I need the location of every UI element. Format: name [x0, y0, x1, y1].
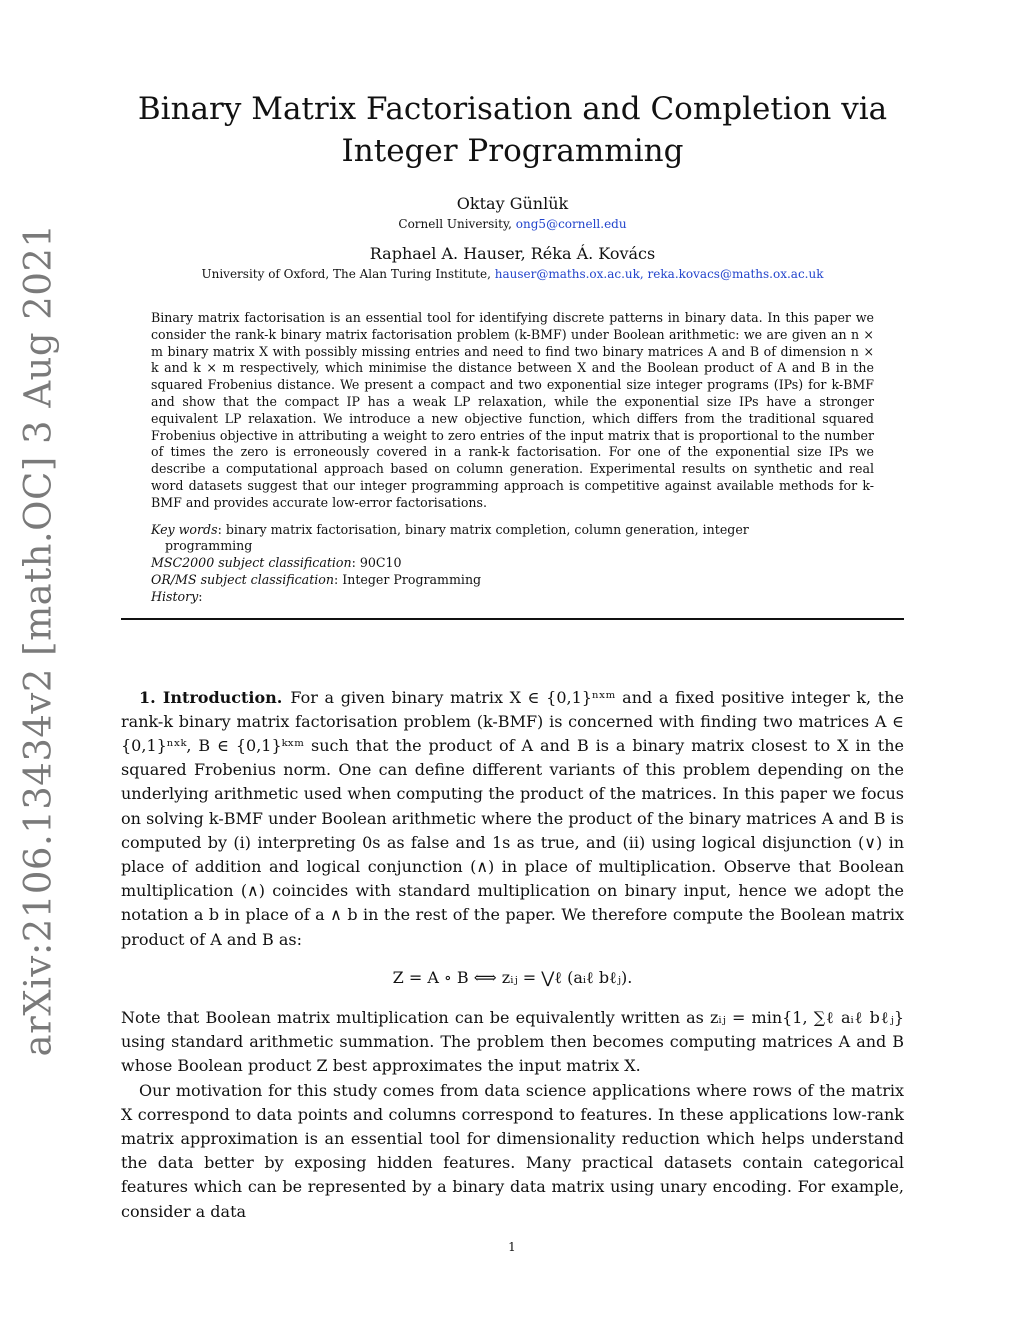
msc-line: MSC2000 subject classification: 90C10: [151, 555, 402, 571]
keywords-continuation: programming: [165, 538, 253, 554]
intro-paragraph: Our motivation for this study comes from data science applications where rows of the matrix X correspond to data points and columns correspond to features. In these applications low-rank matrix approximation is an essential tool for dimensionality reduction which helps understand the data better by exposing hidden features. Many practical datasets contain categorical features which can be represented by a binary data matrix using unary encoding. For example, consider a data: [121, 1080, 904, 1221]
orms-label: OR/MS subject classification: [151, 571, 334, 587]
orms-value: Integer Programming: [342, 571, 482, 587]
page-number: 1: [508, 1240, 516, 1254]
intro-paragraph: [121, 686, 904, 952]
abstract: Binary matrix factorisation is an essential tool for identifying discrete patterns in binary data. In this paper we consider the rank-k binary matrix factorisation problem (k-BMF) under Boolean arithmetic: we are given an n × m binary matrix X with possibly missing entries and need to find two binary matrices A and B of dimension n × k and k × m respectively, which minimise the distance between X and the Boolean product of A and B in the squared Frobenius distance. We present a compact and two exponential size integer programs (IPs) for k-BMF and show that the compact IP has a weak LP relaxation, while the exponential size IPs have a stronger equivalent LP relaxation. We introduce a new objective function, which differs from the traditional squared Frobenius objective in attributing a weight to zero entries of the input matrix that is proportional to the number of times the zero is erroneously covered in a rank-k factorisation. For one of the exponential size IPs we describe a computational approach based on column generation. Experimental results on synthetic and real word datasets suggest that our integer programming approach is competitive against available methods for k-BMF and provides accurate low-error factorisations.: [151, 310, 874, 510]
affiliation-text: University of Oxford, The Alan Turing Institute,: [201, 267, 495, 281]
introduction-section: [121, 686, 904, 1224]
arxiv-identifier: arXiv:2106.13434v2 [math.OC] 3 Aug 2021: [16, 223, 60, 1057]
author-affiliation: [121, 266, 904, 282]
author-block: [121, 244, 904, 282]
author-name: Raphael A. Hauser, Réka Á. Kovács: [369, 244, 656, 263]
paper-metadata: [151, 522, 874, 606]
section-divider: [121, 618, 904, 620]
msc-label: MSC2000 subject classification: [151, 555, 352, 571]
section-heading: 1. Introduction.: [139, 687, 283, 707]
paper-page: [121, 88, 904, 1224]
keywords-value: binary matrix factorisation, binary matrix completion, column generation, integer: [225, 521, 749, 537]
paragraph-text: For a given binary matrix X ∈ {0,1}ⁿˣᵐ and a fixed positive integer k, the rank-k binary matrix factorisation problem (k-BMF) is concerned with finding two matrices A ∈ {0,1}ⁿˣᵏ, B ∈ {0,1}ᵏˣᵐ such that the product of A and B is a binary matrix closest to X in the squared Frobenius norm. One can define different variants of this problem depending on the underlying arithmetic used when computing the product of the matrices. In this paper we focus on solving k-BMF under Boolean arithmetic where the product of the binary matrices A and B is computed by (i) interpreting 0s as false and 1s as true, and (ii) using logical disjunction (∨) in place of addition and logical conjunction (∧) in place of multiplication. Observe that Boolean multiplication (∧) coincides with standard multiplication on binary input, hence we adopt the notation a b in place of a ∧ b in the rest of the paper. We therefore compute the Boolean matrix product of A and B as:: [121, 687, 904, 949]
history-label: History: [151, 588, 199, 604]
orms-line: OR/MS subject classification: Integer Programming: [151, 571, 482, 587]
history-line: History:: [151, 588, 203, 604]
email-link[interactable]: ong5@cornell.edu: [515, 217, 627, 231]
author-name: Oktay Günlük: [456, 194, 569, 213]
keywords-line: Key words: binary matrix factorisation, binary matrix completion, column generation, integer: [151, 521, 749, 537]
keywords-label: Key words: [151, 521, 218, 537]
msc-value: 90C10: [359, 555, 402, 571]
boolean-product-equation: Z = A ∘ B ⟺ zᵢⱼ = ⋁ℓ (aᵢℓ bℓⱼ).: [392, 967, 633, 987]
author-list: [121, 194, 904, 282]
intro-paragraph: Note that Boolean matrix multiplication can be equivalently written as zᵢⱼ = min{1, ∑ℓ aᵢℓ bℓⱼ} using standard arithmetic summation. The problem then becomes computing matrices A and B whose Boolean product Z best approximates the input matrix X.: [121, 1007, 904, 1076]
author-affiliation: [121, 216, 904, 232]
paper-title: Binary Matrix Factorisation and Completion via Integer Programming: [137, 91, 888, 169]
affiliation-text: Cornell University,: [398, 217, 516, 231]
author-block: [121, 194, 904, 232]
email-link[interactable]: hauser@maths.ox.ac.uk, reka.kovacs@maths.ox.ac.uk: [494, 267, 824, 281]
